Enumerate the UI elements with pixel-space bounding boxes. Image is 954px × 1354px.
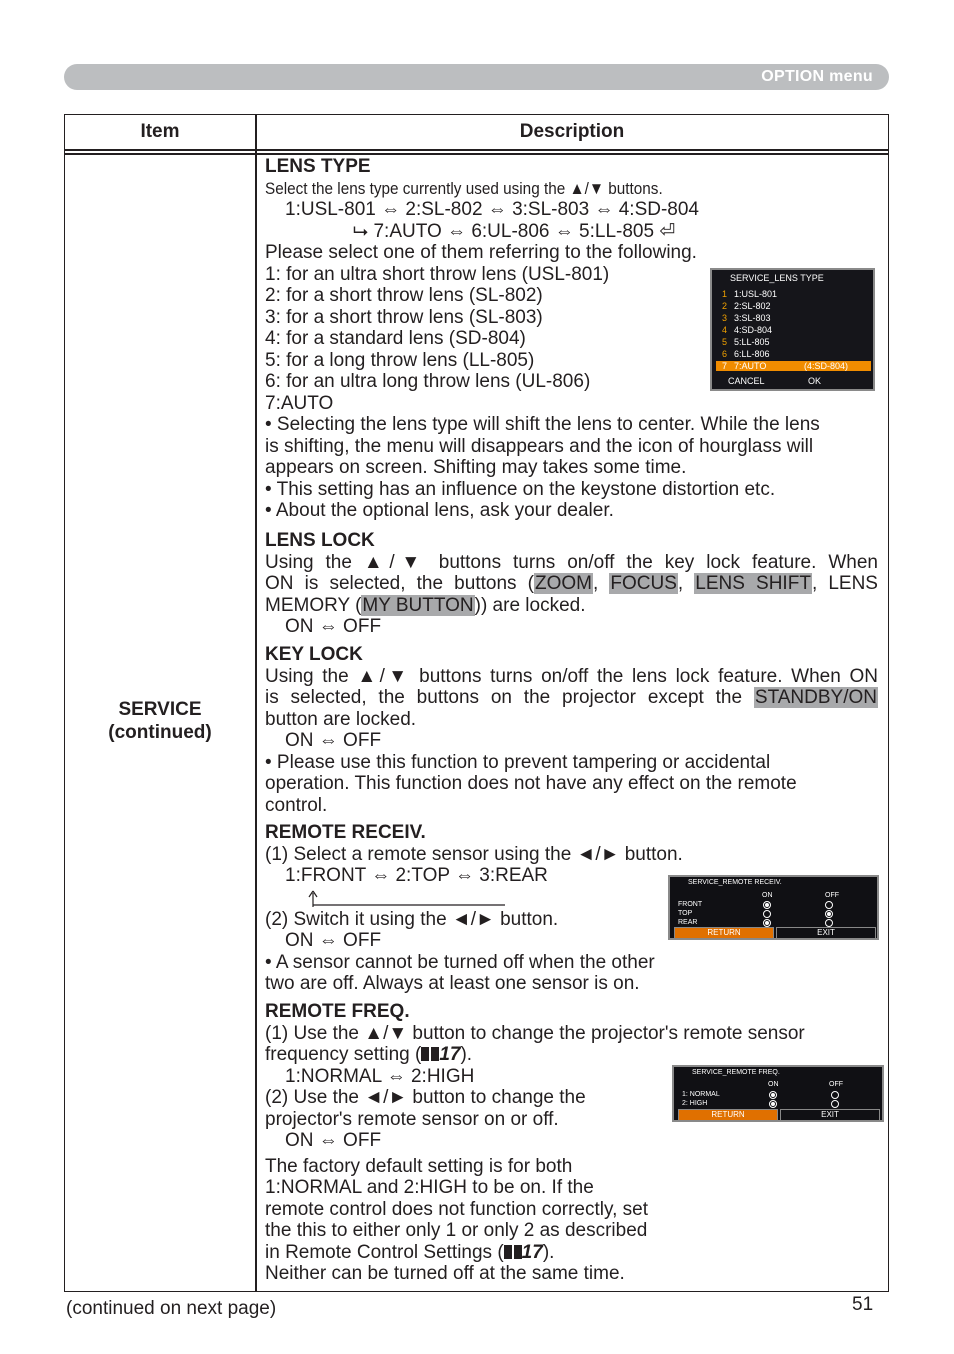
menu-item: 5:LL-805 (734, 337, 770, 347)
menu-exit: EXIT (780, 1109, 880, 1121)
text-fragment: in Remote Control Settings ( (265, 1241, 504, 1263)
remote-freq-para: Neither can be turned off at the same time. (265, 1263, 625, 1284)
key-lock-onoff: ON ⇔ OFF (285, 730, 382, 751)
remote-receiv-cycle: 1:FRONT ⇔ 2:TOP ⇔ 3:REAR (285, 865, 548, 886)
remote-freq-section (265, 1001, 805, 1285)
lens-type-line: 5: for a long throw lens (LL-805) (265, 349, 535, 371)
menu-on-label: ON (768, 1081, 779, 1088)
remote-receiv-note: • A sensor cannot be turned off when the other (265, 951, 655, 973)
lens-type-line: is shifting, the menu will disappears and the icon of hourglass will (265, 435, 814, 457)
lens-type-title: LENS TYPE (265, 156, 371, 177)
lens-type-line: 6: for an ultra long throw lens (UL-806) (265, 371, 591, 392)
text-fragment: MEMORY ( (265, 594, 362, 616)
text-fragment: , LENS (811, 573, 878, 594)
remote-freq-step: projector's remote sensor on or off. (265, 1108, 559, 1130)
menu-item-number: 2 (722, 301, 728, 311)
remote-receiv-step: (1) Select a remote sensor using the ◄/► button. (265, 843, 683, 865)
radio-icon (769, 1091, 777, 1099)
key-lock-title: KEY LOCK (265, 644, 363, 665)
menu-item-number: 6 (722, 349, 728, 359)
lens-lock-text: ON is selected, the buttons (ZOOM, FOCUS, LENS SHIFT, LENS (265, 573, 878, 594)
lens-type-line: 4: for a standard lens (SD-804) (265, 328, 526, 349)
menu-item-number: 3 (722, 313, 728, 323)
page-reference: 17 (439, 1044, 461, 1065)
menu-item: 2:SL-802 (734, 301, 771, 311)
remote-freq-para (265, 1242, 805, 1264)
remote-receiv-onoff: ON ⇔ OFF (285, 930, 382, 951)
menu-exit: EXIT (776, 927, 876, 939)
lens-lock-text: Using the ▲/▼ buttons turns on/off the key lock feature. When (265, 551, 878, 573)
return-arrow-icon (265, 887, 505, 909)
remote-freq-step (265, 1044, 805, 1066)
remote-freq-para: 1:NORMAL and 2:HIGH to be on. If the (265, 1177, 594, 1198)
menu-title: SERVICE_REMOTE RECEIV. (688, 879, 782, 886)
remote-receiv-step: (2) Switch it using the ◄/► button. (265, 908, 559, 930)
focus-key: FOCUS (610, 573, 677, 594)
menu-title: SERVICE_LENS TYPE (730, 273, 824, 283)
lens-shift-key: LENS SHIFT (695, 573, 811, 594)
item-continued: (continued) (108, 722, 212, 743)
lens-type-line: 2: for a short throw lens (SL-802) (265, 285, 543, 306)
lens-type-line: • About the optional lens, ask your dealer. (265, 500, 614, 521)
remote-freq-cycle: 1:NORMAL ⇔ 2:HIGH (285, 1065, 475, 1087)
key-lock-note: control. (265, 794, 328, 816)
key-lock-text: Using the ▲/▼ buttons turns on/off the lens lock feature. When ON (265, 665, 878, 687)
column-header-description: Description (519, 121, 625, 142)
radio-icon (769, 1100, 777, 1108)
lens-type-line: Please select one of them referring to the following. (265, 242, 697, 263)
standby-on-key: STANDBY/ON (754, 687, 877, 708)
section-header-bar (64, 64, 889, 90)
lens-lock-onoff: ON ⇔ OFF (285, 616, 382, 637)
radio-icon (825, 901, 833, 909)
menu-on-label: ON (762, 892, 773, 899)
key-lock-section (265, 644, 878, 816)
remote-freq-para: remote control does not function correctly, set (265, 1198, 648, 1220)
column-divider (255, 115, 257, 1291)
lens-lock-title: LENS LOCK (265, 530, 375, 551)
item-cell (65, 698, 255, 744)
remote-receiv-title: REMOTE RECEIV. (265, 822, 426, 843)
zoom-key: ZOOM (534, 573, 592, 594)
remote-freq-para: The factory default setting is for both (265, 1155, 573, 1177)
radio-icon (831, 1091, 839, 1099)
column-header-item: Item (140, 121, 180, 142)
menu-item: 4:SD-804 (734, 325, 773, 335)
radio-icon (825, 919, 833, 927)
menu-ok: OK (808, 376, 822, 386)
lens-lock-text (265, 595, 878, 617)
text-fragment: ON is selected, the buttons ( (265, 573, 534, 594)
menu-row: TOP (678, 910, 693, 917)
lens-type-line: 7:AUTO (265, 392, 334, 414)
option-table (64, 114, 889, 1292)
radio-icon (763, 910, 771, 918)
menu-return: RETURN (674, 927, 774, 939)
key-lock-text (265, 687, 878, 709)
key-lock-text: button are locked. (265, 708, 417, 730)
page-reference: 17 (521, 1241, 543, 1263)
menu-auto-value: (4:SD-804) (804, 361, 849, 371)
text-fragment: ). (460, 1044, 473, 1065)
menu-return: RETURN (678, 1109, 778, 1121)
lens-type-line: • Selecting the lens type will shift the lens to center. While the lens (265, 414, 820, 435)
key-lock-note: • Please use this function to prevent tampering or accidental (265, 751, 771, 773)
lens-type-line: appears on screen. Shifting may takes some time. (265, 457, 687, 478)
menu-row: 2: HIGH (682, 1100, 708, 1107)
lens-type-line: • This setting has an influence on the keystone distortion etc. (265, 478, 776, 500)
cycle-return-arrow (265, 887, 683, 909)
book-icon (504, 1245, 522, 1259)
text-fragment: frequency setting ( (265, 1044, 422, 1065)
radio-icon (763, 901, 771, 909)
text-fragment: )) are locked. (474, 594, 586, 616)
radio-icon (825, 910, 833, 918)
menu-row: FRONT (678, 901, 703, 908)
menu-cancel: CANCEL (728, 376, 765, 386)
menu-item-number: 4 (722, 325, 728, 335)
key-lock-note: operation. This function does not have any effect on the remote (265, 773, 797, 794)
lens-type-line: 3: for a short throw lens (SL-803) (265, 306, 543, 328)
menu-off-label: OFF (829, 1081, 843, 1088)
menu-row: 1: NORMAL (682, 1091, 720, 1098)
lens-type-menu-screenshot (710, 268, 875, 391)
remote-receiv-section (265, 822, 683, 995)
header-divider (65, 149, 888, 151)
book-icon (421, 1047, 439, 1061)
lens-type-cycle-2: ⮡ 7:AUTO ⇔ 6:UL-806 ⇔ 5:LL-805 ⏎ (353, 220, 676, 242)
remote-receiv-note: two are off. Always at least one sensor is on. (265, 973, 640, 994)
header-divider-double (65, 153, 888, 155)
remote-freq-title: REMOTE FREQ. (265, 1001, 410, 1022)
menu-title: SERVICE_REMOTE FREQ. (692, 1069, 780, 1076)
menu-item: 1:USL-801 (734, 289, 778, 299)
my-button-key: MY BUTTON (362, 594, 474, 616)
menu-row: REAR (678, 919, 698, 926)
item-name: SERVICE (118, 699, 202, 720)
text-fragment: is selected, the buttons on the projector except the (265, 687, 743, 708)
remote-freq-para: the this to either only 1 or only 2 as described (265, 1220, 648, 1241)
lens-lock-section (265, 530, 878, 638)
continued-note: (continued on next page) (66, 1298, 277, 1319)
section-title: OPTION menu (761, 68, 873, 85)
menu-item-number: 7 (722, 361, 728, 371)
radio-icon (763, 919, 771, 927)
text-fragment: ). (542, 1241, 555, 1263)
menu-item: 7:AUTO (734, 361, 767, 371)
menu-item-number: 1 (722, 289, 728, 299)
lens-type-cycle-1: 1:USL-801 ⇔ 2:SL-802 ⇔ 3:SL-803 ⇔ 4:SD-804 (285, 199, 700, 220)
menu-item: 6:LL-806 (734, 349, 770, 359)
page-number: 51 (852, 1294, 874, 1315)
menu-item: 3:SL-803 (734, 313, 771, 323)
remote-receiv-menu-screenshot (668, 875, 879, 940)
menu-off-label: OFF (825, 892, 839, 899)
radio-icon (831, 1100, 839, 1108)
lens-type-line: 1: for an ultra short throw lens (USL-801) (265, 263, 610, 285)
lens-type-intro: Select the lens type currently used using the ▲/▼ buttons. (265, 178, 663, 198)
remote-freq-onoff: ON ⇔ OFF (285, 1130, 382, 1151)
menu-item-number: 5 (722, 337, 728, 347)
remote-freq-menu-screenshot (672, 1065, 884, 1122)
remote-freq-step: (1) Use the ▲/▼ button to change the projector's remote sensor (265, 1022, 805, 1044)
remote-freq-step: (2) Use the ◄/► button to change the (265, 1087, 586, 1108)
